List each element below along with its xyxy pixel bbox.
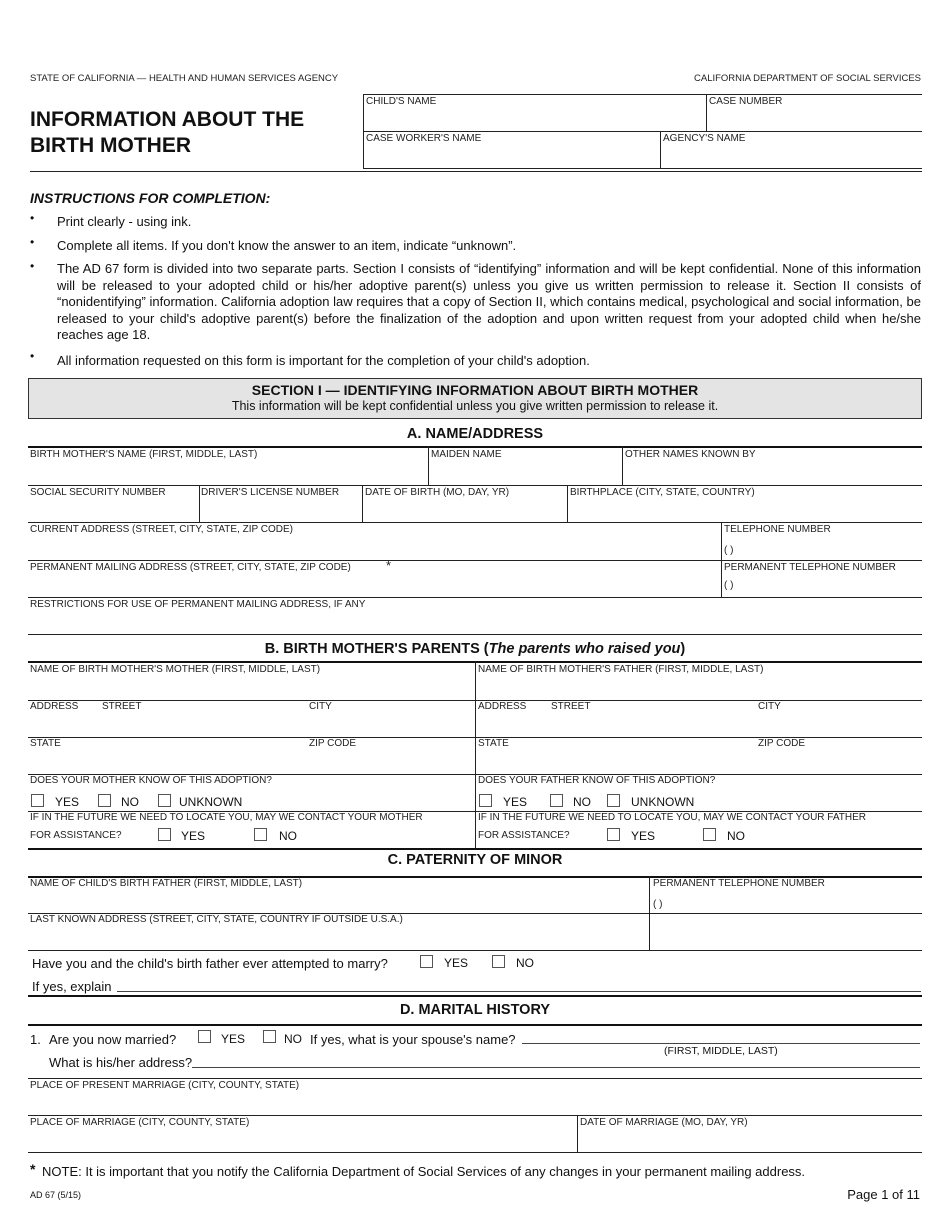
telephone-parens: ( ) [724, 545, 734, 556]
contact-mother-no-label: NO [279, 829, 297, 843]
divider [28, 1115, 922, 1116]
married-question: Are you now married? [49, 1032, 177, 1047]
permanent-address-field[interactable]: PERMANENT MAILING ADDRESS (STREET, CITY, STATE, ZIP CODE) [30, 562, 351, 573]
birthplace-field[interactable]: BIRTHPLACE (CITY, STATE, COUNTRY) [570, 487, 755, 498]
attempted-marry-yes-label: YES [444, 956, 469, 970]
part-d-title: D. MARITAL HISTORY [399, 1002, 551, 1018]
part-b-title [28, 641, 922, 657]
father-knows-no-checkbox[interactable] [550, 794, 563, 807]
divider [363, 131, 922, 132]
divider [28, 950, 922, 951]
mother-knows-question: DOES YOUR MOTHER KNOW OF THIS ADOPTION? [30, 775, 272, 786]
contact-mother-for-assistance: FOR ASSISTANCE? [30, 830, 122, 841]
divider [475, 661, 476, 848]
divider [28, 848, 922, 850]
section-1-title: SECTION I — IDENTIFYING INFORMATION ABOUT BIRTH MOTHER [251, 382, 699, 398]
page-number: Page 1 of 11 [847, 1187, 920, 1202]
spouse-address-question: What is his/her address? [49, 1055, 193, 1070]
instruction-item: Complete all items. If you don't know the answer to an item, indicate “unknown”. [57, 238, 517, 253]
date-of-birth-field[interactable]: DATE OF BIRTH (MO, DAY, YR) [365, 487, 510, 498]
instructions-heading: INSTRUCTIONS FOR COMPLETION: [30, 190, 271, 206]
divider [28, 560, 922, 561]
telephone-field[interactable]: TELEPHONE NUMBER [724, 524, 831, 535]
footer-note: NOTE: It is important that you notify the California Department of Social Services of any changes in your permanent mailing address. [42, 1164, 806, 1179]
spouse-address-input-line[interactable] [192, 1067, 920, 1068]
attempted-marry-yes-checkbox[interactable] [420, 955, 433, 968]
section-1-subtitle: This information will be kept confidential unless you give written permission to release it. [231, 399, 719, 413]
father-address-label: ADDRESS [478, 701, 527, 712]
father-knows-yes-label: YES [503, 795, 528, 809]
birth-father-phone-parens: ( ) [653, 899, 663, 910]
divider [28, 1152, 922, 1153]
permanent-telephone-field[interactable]: PERMANENT TELEPHONE NUMBER [724, 562, 896, 573]
bullet: • [30, 211, 35, 225]
father-knows-no-label: NO [573, 795, 591, 809]
contact-mother-yes-checkbox[interactable] [158, 828, 171, 841]
instruction-item: All information requested on this form is important for the completion of your child's adoption. [57, 353, 590, 368]
divider [622, 446, 623, 485]
birth-mother-name-field[interactable]: BIRTH MOTHER'S NAME (FIRST, MIDDLE, LAST) [30, 449, 258, 460]
divider [28, 522, 922, 523]
divider [28, 634, 922, 635]
divider [28, 1024, 922, 1026]
question-number: 1. [30, 1032, 41, 1047]
bullet: • [30, 259, 35, 273]
mother-knows-no-checkbox[interactable] [98, 794, 111, 807]
instruction-item: Print clearly - using ink. [57, 214, 192, 229]
divider [363, 168, 922, 169]
divider [30, 171, 922, 172]
divider [567, 485, 568, 522]
father-zip-field[interactable]: ZIP CODE [758, 738, 806, 749]
divider [199, 485, 200, 522]
contact-mother-yes-label: YES [181, 829, 206, 843]
form-title [30, 107, 304, 159]
childs-name-field[interactable]: CHILD'S NAME [366, 96, 437, 107]
mothers-father-name-field[interactable]: NAME OF BIRTH MOTHER'S FATHER (FIRST, MIDDLE, LAST) [478, 664, 764, 675]
other-names-field[interactable]: OTHER NAMES KNOWN BY [625, 449, 756, 460]
father-knows-unknown-checkbox[interactable] [607, 794, 620, 807]
birth-father-address-field[interactable]: LAST KNOWN ADDRESS (STREET, CITY, STATE, COUNTRY IF OUTSIDE U.S.A.) [30, 914, 403, 925]
married-no-checkbox[interactable] [263, 1030, 276, 1043]
divider [660, 131, 661, 168]
contact-father-question: IF IN THE FUTURE WE NEED TO LOCATE YOU, MAY WE CONTACT YOUR FATHER [478, 812, 867, 823]
section-1-banner [28, 378, 922, 419]
contact-mother-no-checkbox[interactable] [254, 828, 267, 841]
current-address-field[interactable]: CURRENT ADDRESS (STREET, CITY, STATE, ZIP CODE) [30, 524, 294, 535]
contact-mother-question: IF IN THE FUTURE WE NEED TO LOCATE YOU, MAY WE CONTACT YOUR MOTHER [30, 812, 423, 823]
instruction-item: The AD 67 form is divided into two separate parts. Section I consists of “identifying” information and will be kept confidential. None of this information will be released to your adopted child or his/her adoptive parent(s) unless you give us written permission to release it. Section II consists of “nonidentifying” information. California adoption law requires that a copy of Section II, which contains medical, psychological and social information, be released to your child's adoptive parent(s) before the finalization of the adoption and upon written request from your adopted child when he/she reaches age 18. [57, 261, 921, 343]
contact-father-yes-label: YES [631, 829, 656, 843]
department-name: CALIFORNIA DEPARTMENT OF SOCIAL SERVICES [694, 73, 921, 84]
agency-name: STATE OF CALIFORNIA — HEALTH AND HUMAN SERVICES AGENCY [30, 73, 339, 84]
attempted-marry-question: Have you and the child's birth father ever attempted to marry? [32, 956, 388, 971]
spouse-name-input-line[interactable] [522, 1043, 920, 1044]
case-number-field[interactable]: CASE NUMBER [709, 96, 783, 107]
mother-knows-yes-label: YES [55, 795, 80, 809]
mother-address-label: ADDRESS [30, 701, 79, 712]
form-title-line-2: BIRTH MOTHER [30, 134, 191, 157]
note-asterisk: * [30, 1161, 36, 1177]
mother-state-field[interactable]: STATE [30, 738, 61, 749]
marriage-date-field[interactable]: DATE OF MARRIAGE (MO, DAY, YR) [580, 1117, 748, 1128]
restrictions-field[interactable]: RESTRICTIONS FOR USE OF PERMANENT MAILING ADDRESS, IF ANY [30, 599, 366, 610]
contact-father-yes-checkbox[interactable] [607, 828, 620, 841]
present-marriage-place-field[interactable]: PLACE OF PRESENT MARRIAGE (CITY, COUNTY, STATE) [30, 1080, 300, 1091]
birth-father-phone-field[interactable]: PERMANENT TELEPHONE NUMBER [653, 878, 825, 889]
permanent-telephone-parens: ( ) [724, 580, 734, 591]
married-no-label: NO [284, 1032, 302, 1046]
birth-father-name-field[interactable]: NAME OF CHILD'S BIRTH FATHER (FIRST, MIDDLE, LAST) [30, 878, 303, 889]
part-b-title-main: B. BIRTH MOTHER'S PARENTS ( [264, 641, 489, 657]
mother-zip-field[interactable]: ZIP CODE [309, 738, 357, 749]
contact-father-for-assistance: FOR ASSISTANCE? [478, 830, 570, 841]
mothers-mother-name-field[interactable]: NAME OF BIRTH MOTHER'S MOTHER (FIRST, MIDDLE, LAST) [30, 664, 321, 675]
married-yes-label: YES [221, 1032, 246, 1046]
attempted-marry-no-label: NO [516, 956, 534, 970]
form-title-line-1: INFORMATION ABOUT THE [30, 108, 305, 131]
attempted-marry-no-checkbox[interactable] [492, 955, 505, 968]
explain-label: If yes, explain [32, 979, 112, 994]
bullet: • [30, 349, 35, 363]
drivers-license-field[interactable]: DRIVER'S LICENSE NUMBER [201, 487, 340, 498]
father-street-field[interactable]: STREET [551, 701, 591, 712]
divider [362, 485, 363, 522]
mother-knows-yes-checkbox[interactable] [31, 794, 44, 807]
asterisk-marker: * [386, 558, 392, 573]
part-a-title: A. NAME/ADDRESS [406, 426, 544, 442]
father-knows-unknown-label: UNKNOWN [631, 795, 695, 809]
mother-street-field[interactable]: STREET [102, 701, 142, 712]
contact-father-no-checkbox[interactable] [703, 828, 716, 841]
spouse-name-hint: (FIRST, MIDDLE, LAST) [664, 1045, 778, 1057]
ssn-field[interactable]: SOCIAL SECURITY NUMBER [30, 487, 166, 498]
divider [28, 485, 922, 486]
married-yes-checkbox[interactable] [198, 1030, 211, 1043]
divider [721, 522, 722, 597]
mother-knows-unknown-label: UNKNOWN [179, 795, 243, 809]
divider [428, 446, 429, 485]
divider [28, 446, 922, 448]
bullet: • [30, 235, 35, 249]
divider [577, 1115, 578, 1152]
case-worker-field[interactable]: CASE WORKER'S NAME [366, 133, 482, 144]
divider [363, 94, 364, 168]
part-b-title-italic: The parents who raised you [488, 641, 681, 657]
father-city-field[interactable]: CITY [758, 701, 781, 712]
divider [363, 94, 922, 95]
divider [28, 1078, 922, 1079]
form-id: AD 67 (5/15) [30, 1190, 82, 1200]
explain-input-line[interactable] [117, 991, 921, 992]
maiden-name-field[interactable]: MAIDEN NAME [431, 449, 502, 460]
part-b-title-close: ) [680, 641, 686, 657]
father-state-field[interactable]: STATE [478, 738, 509, 749]
divider [706, 94, 707, 131]
divider [28, 995, 922, 997]
divider [28, 597, 922, 598]
agency-name-field[interactable]: AGENCY'S NAME [663, 133, 746, 144]
mother-city-field[interactable]: CITY [309, 701, 332, 712]
marriage-place-field[interactable]: PLACE OF MARRIAGE (CITY, COUNTY, STATE) [30, 1117, 250, 1128]
part-c-title: C. PATERNITY OF MINOR [387, 852, 563, 868]
mother-knows-no-label: NO [121, 795, 139, 809]
spouse-name-question: If yes, what is your spouse's name? [310, 1032, 516, 1047]
contact-father-no-label: NO [727, 829, 745, 843]
father-knows-question: DOES YOUR FATHER KNOW OF THIS ADOPTION? [478, 775, 716, 786]
mother-knows-unknown-checkbox[interactable] [158, 794, 171, 807]
divider [649, 876, 650, 950]
father-knows-yes-checkbox[interactable] [479, 794, 492, 807]
